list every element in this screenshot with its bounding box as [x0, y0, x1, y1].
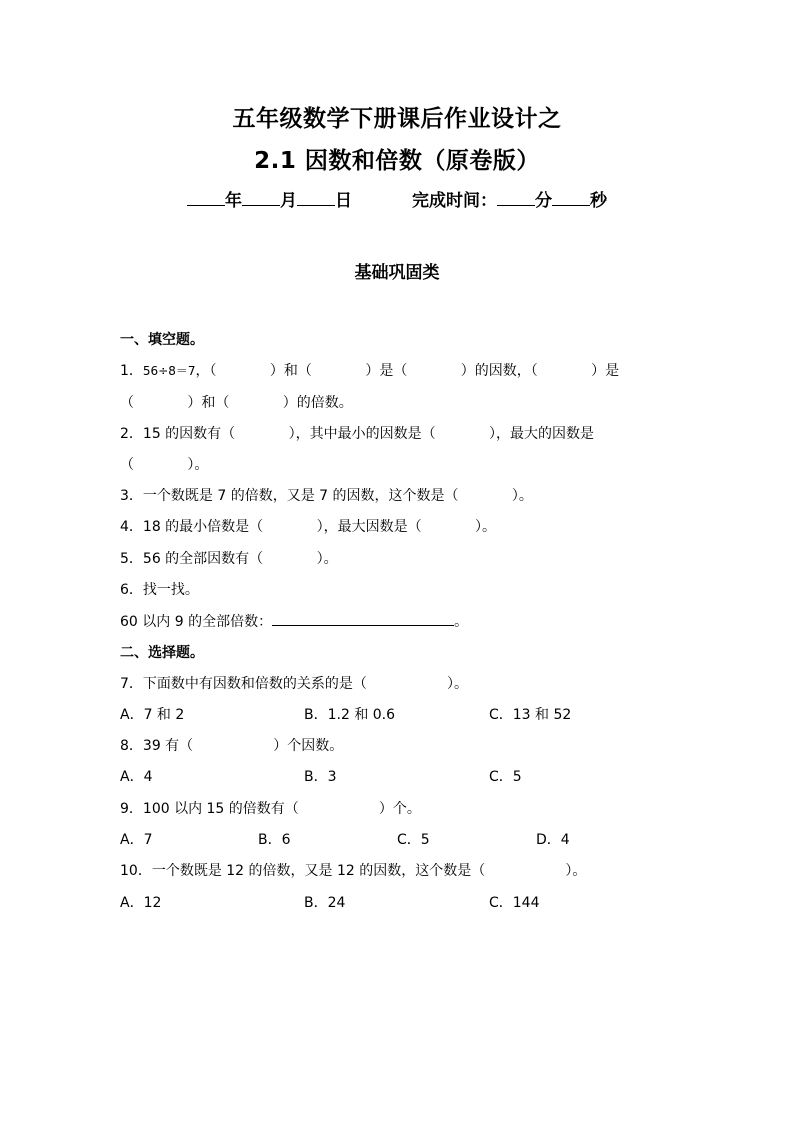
month-label: 月 [280, 191, 297, 211]
question-1-cont: （ ）和（ ）的倍数。 [120, 395, 353, 411]
question-9: 9．100 以内 15 的倍数有（ ）个。 [120, 801, 421, 817]
q1-expression: 56÷8＝7 [142, 364, 196, 378]
q6-sub-end: 。 [454, 614, 469, 630]
q7-option-c[interactable]: C．13 和 52 [489, 707, 572, 723]
q10-option-c[interactable]: C．144 [489, 895, 540, 911]
question-5: 5．56 的全部因数有（ ）。 [120, 551, 338, 567]
q8-option-b[interactable]: B．3 [304, 769, 337, 785]
day-label: 日 [335, 191, 352, 211]
q1-text: ，（ ）和（ ）是（ ）的因数，（ ）是 [195, 363, 620, 379]
part1-heading: 一、填空题。 [120, 332, 204, 348]
q6-sub-label: 60 以内 9 的全部倍数： [120, 614, 273, 630]
year-label: 年 [225, 191, 242, 211]
question-2-cont: （ ）。 [120, 457, 209, 473]
worksheet-subtitle: 2.1 因数和倍数（原卷版） [254, 148, 540, 174]
question-10: 10．一个数既是 12 的倍数，又是 12 的因数，这个数是（ ）。 [120, 863, 587, 879]
day-blank[interactable] [297, 191, 335, 206]
section-title: 基础巩固类 [354, 263, 440, 283]
q9-option-d[interactable]: D．4 [536, 832, 570, 848]
q9-option-a[interactable]: A．7 [120, 832, 153, 848]
second-label: 秒 [590, 191, 607, 211]
question-6-sub [120, 611, 468, 632]
question-1 [120, 361, 619, 381]
q1-number: 1． [120, 363, 143, 379]
question-2: 2．15 的因数有（ ），其中最小的因数是（ ），最大的因数是 [120, 426, 594, 442]
q6-answer-blank[interactable] [272, 611, 454, 626]
question-8: 8．39 有（ ）个因数。 [120, 738, 344, 754]
q9-option-b[interactable]: B．6 [258, 832, 291, 848]
question-6: 6．找一找。 [120, 582, 199, 598]
q7-option-a[interactable]: A．7 和 2 [120, 707, 185, 723]
q7-option-b[interactable]: B．1.2 和 0.6 [304, 707, 396, 723]
time-label: 完成时间： [412, 191, 497, 211]
question-7: 7．下面数中有因数和倍数的关系的是（ ）。 [120, 676, 469, 692]
worksheet-title: 五年级数学下册课后作业设计之 [232, 106, 562, 132]
month-blank[interactable] [242, 191, 280, 206]
part2-heading: 二、选择题。 [120, 645, 204, 661]
q8-option-c[interactable]: C．5 [489, 769, 522, 785]
question-3: 3．一个数既是 7 的倍数，又是 7 的因数，这个数是（ ）。 [120, 488, 533, 504]
second-blank[interactable] [552, 191, 590, 206]
q10-option-a[interactable]: A．12 [120, 895, 162, 911]
minute-label: 分 [535, 191, 552, 211]
question-4: 4．18 的最小倍数是（ ），最大因数是（ ）。 [120, 519, 496, 535]
q8-option-a[interactable]: A．4 [120, 769, 153, 785]
q9-option-c[interactable]: C．5 [397, 832, 430, 848]
q10-option-b[interactable]: B．24 [304, 895, 346, 911]
year-blank[interactable] [187, 191, 225, 206]
date-time-line [0, 186, 794, 211]
minute-blank[interactable] [497, 191, 535, 206]
